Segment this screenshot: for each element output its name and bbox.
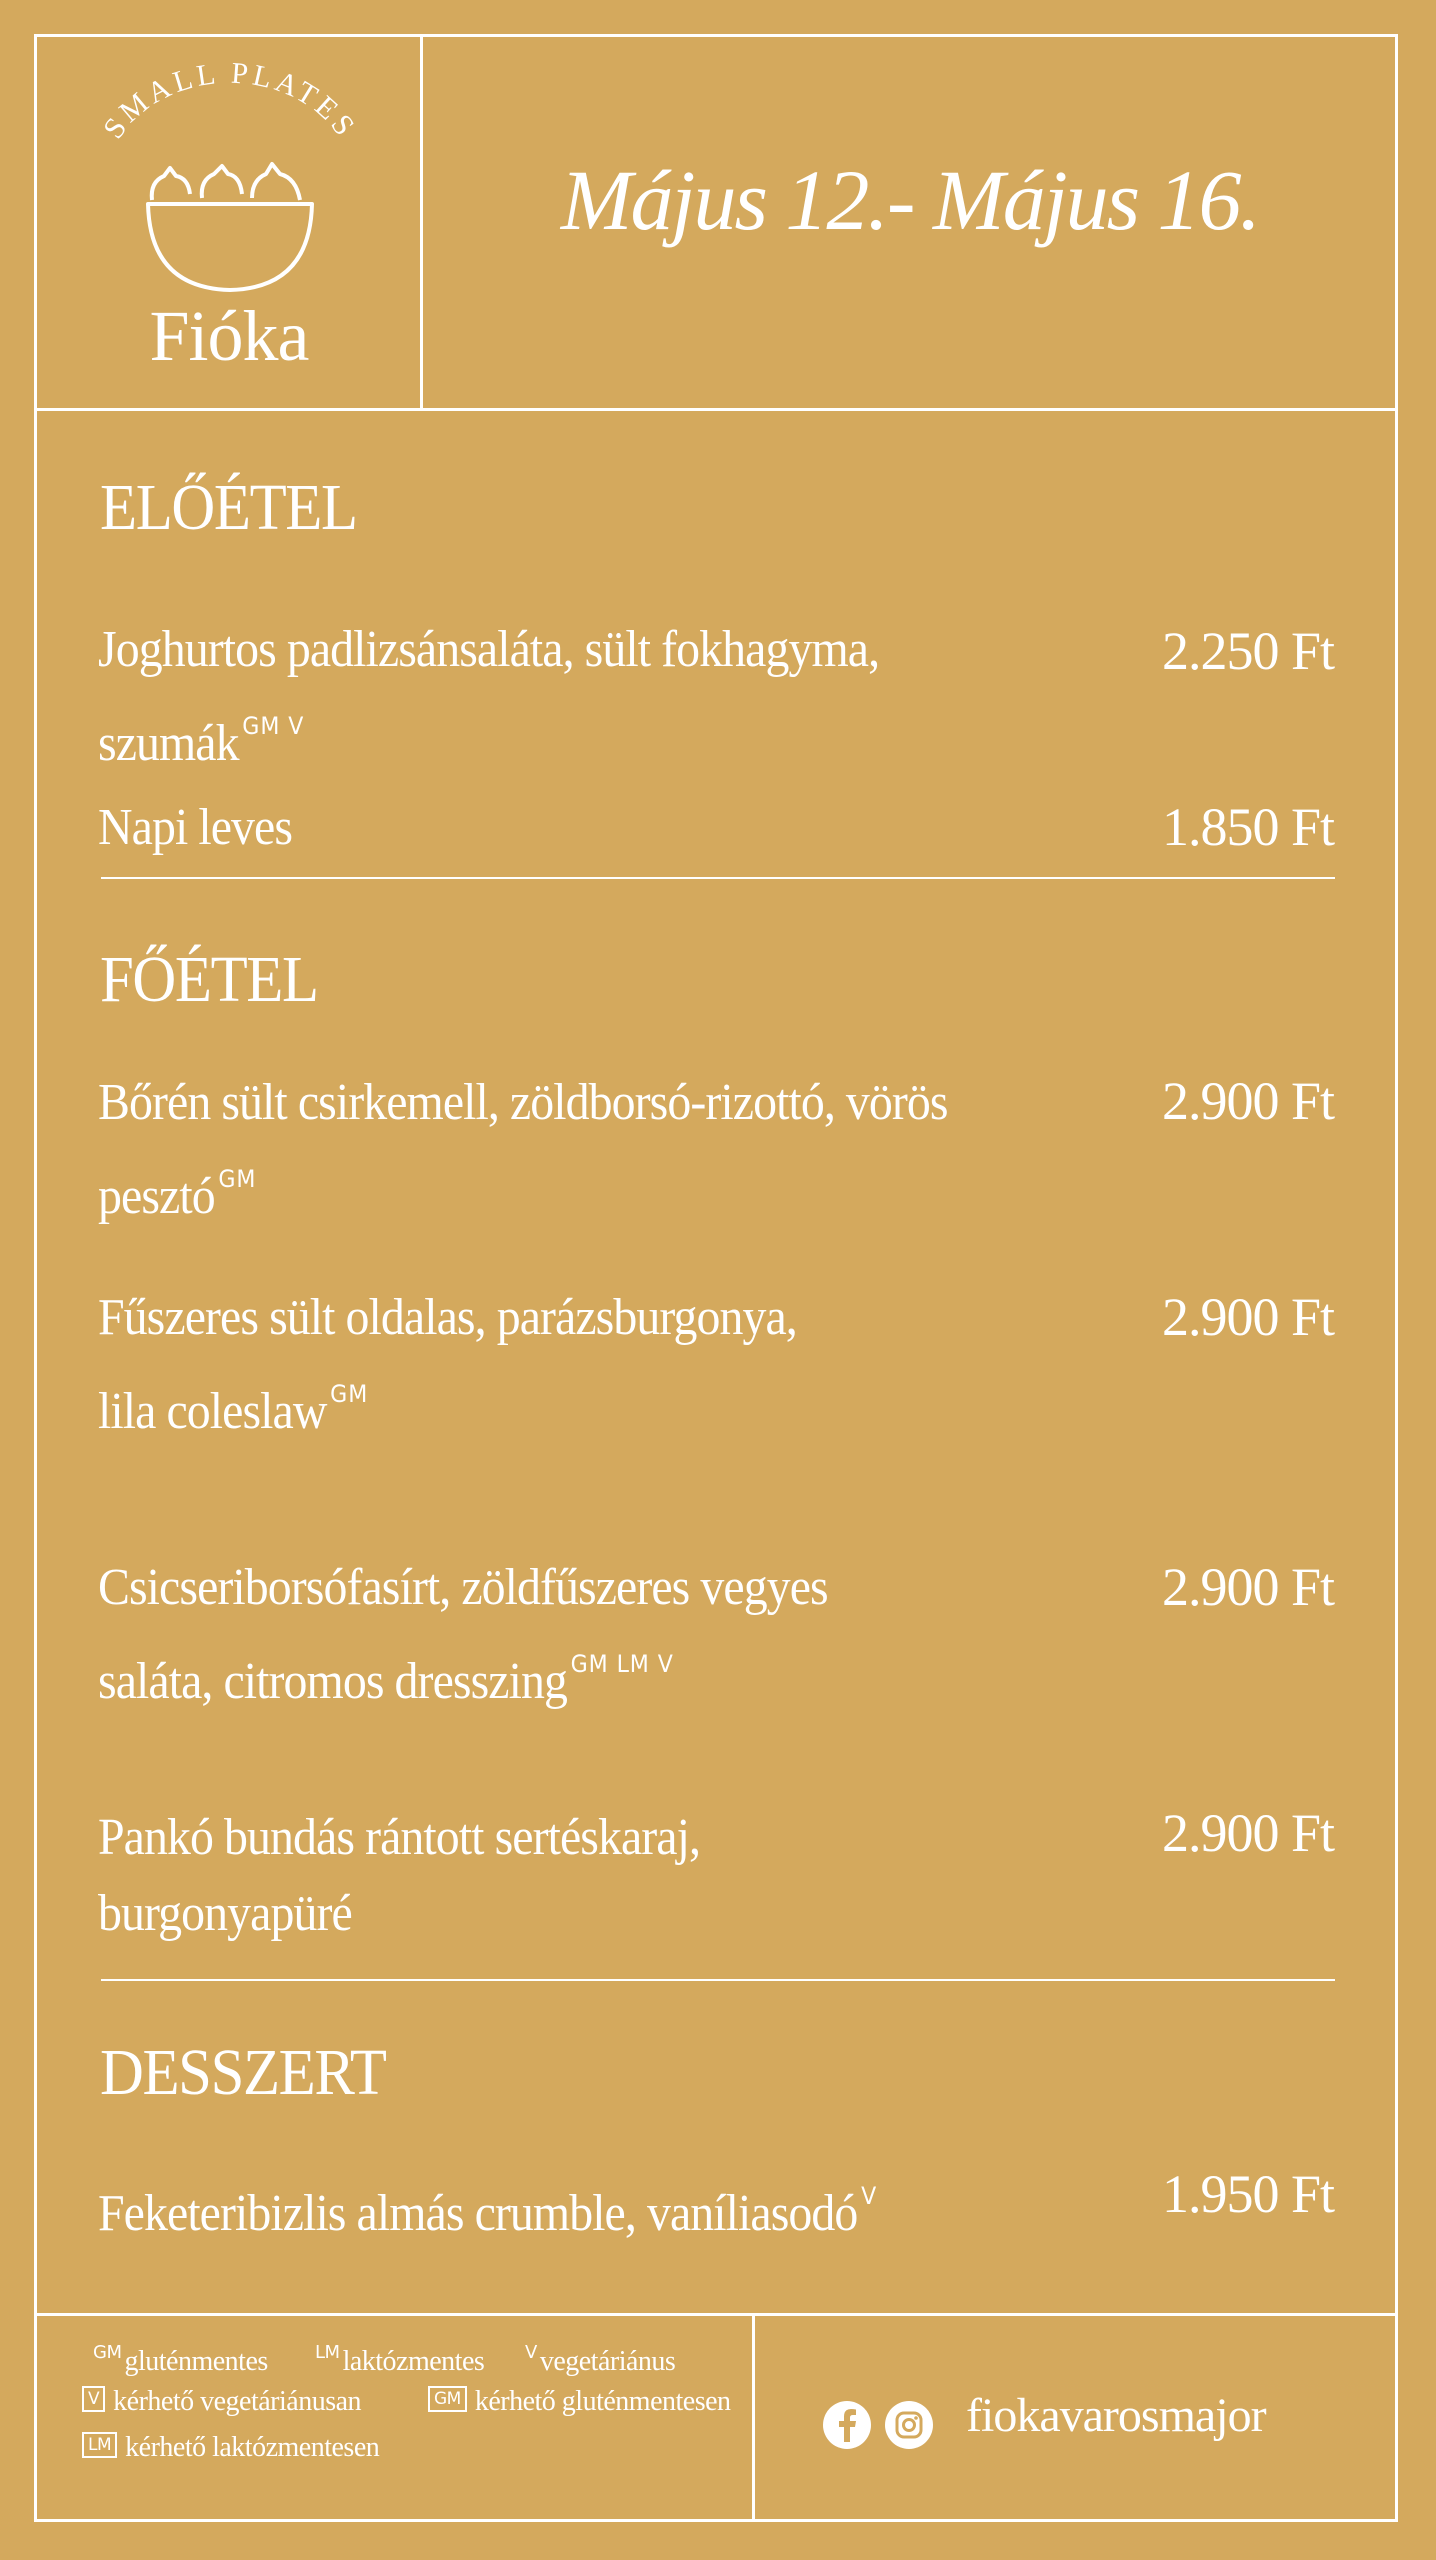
section-title-mains: FŐÉTEL [100,943,318,1016]
legend-lactose-free: $^{LM}$ laktózmentes [315,2342,485,2377]
legend-gluten-free-on-request: GM kérhető gluténmentesen [428,2386,731,2418]
menu-item-name: Joghurtos padlizsánsaláta, sült fokhagyma, szumák $^{GM V}$ [98,621,880,772]
menu-item-name: Csicseriborsófasírt, zöldfűszeres vegyes saláta, citromos dresszing $^{GM LM V}$ [98,1559,828,1710]
logo-arc-text: SMALL PLATES [96,56,364,145]
dietary-tags: GM V [242,712,305,740]
instagram-handle[interactable]: fiokavarosmajor [966,2389,1266,2442]
footer-divider [752,2313,755,2522]
section-separator [101,877,1335,879]
dietary-tags: GM [330,1380,369,1408]
menu-item-price: 2.900 Ft [1161,1287,1334,1347]
dietary-tags: GM [218,1165,257,1193]
legend-vegetarian: $^V$ vegetáriánus [525,2342,676,2377]
menu-item-name: Pankó bundás rántott sertéskaraj, burgonyapüré [98,1809,701,1942]
menu-item-price: 2.900 Ft [1161,1071,1334,1131]
menu-item-name: Napi leves [98,799,293,856]
menu-item-price: 2.250 Ft [1161,621,1334,681]
legend-lactose-free-on-request: LM kérhető laktózmentesen [82,2432,379,2464]
menu-item-name: Fűszeres sült oldalas, parázsburgonya, lila coleslaw $^{GM}$ [98,1289,797,1440]
menu-item-price: 1.850 Ft [1161,797,1334,857]
section-title-starters: ELŐÉTEL [100,471,357,544]
date-range: Május 12.- Május 16. [560,152,1260,248]
legend-vegetarian-on-request: V kérhető vegetáriánusan [82,2386,361,2418]
section-separator [101,1979,1335,1981]
facebook-icon[interactable] [822,2400,872,2450]
brand-name: Fióka [149,296,309,376]
footer-top-line [34,2313,1398,2316]
bowl-logo-icon [140,160,320,295]
dietary-tags: V [861,2182,878,2210]
menu-item-name: Feketeribizlis almás crumble, vaníliasodó $^V$ [98,2182,878,2242]
header-bottom-line [34,408,1398,411]
section-title-desserts: DESSZERT [100,2036,386,2109]
menu-item-name: Bőrén sült csirkemell, zöldborsó-rizottó, vörös pesztó $^{GM}$ [98,1074,948,1225]
dietary-tags: GM LM V [570,1650,674,1678]
instagram-icon[interactable] [884,2400,934,2450]
svg-text:SMALL PLATES [97,57,363,145]
legend-gluten-free: $^{GM}$ gluténmentes [93,2342,268,2377]
menu-item-price: 2.900 Ft [1161,1557,1334,1617]
menu-item-price: 2.900 Ft [1161,1803,1334,1863]
menu-item-price: 1.950 Ft [1161,2164,1334,2224]
